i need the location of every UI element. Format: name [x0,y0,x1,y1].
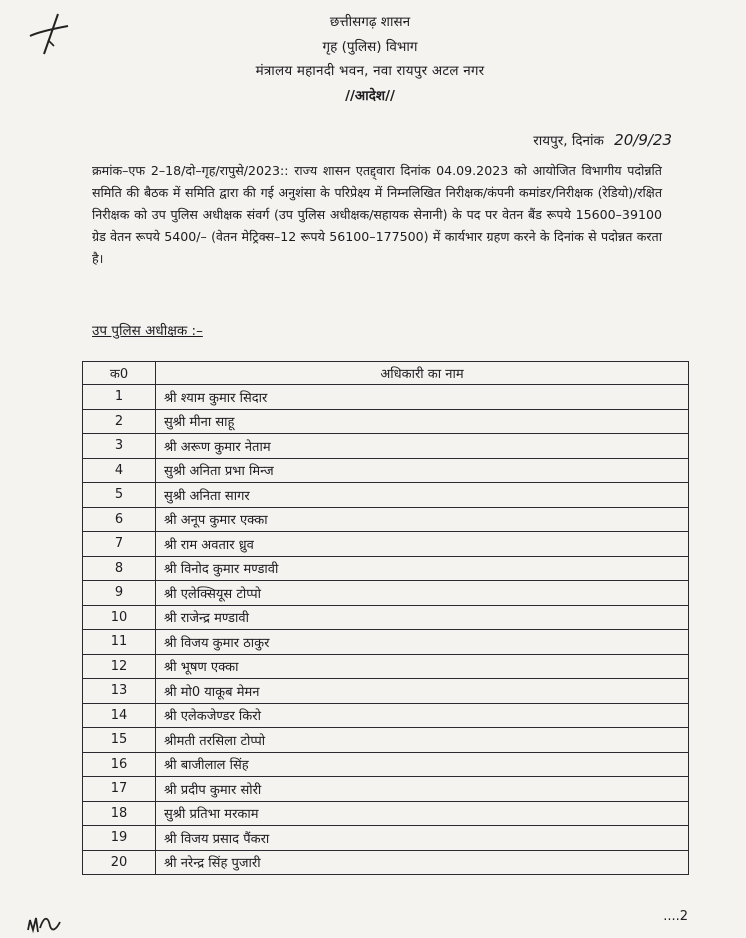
handwritten-mark [24,10,74,56]
order-paragraph: क्रमांक–एफ 2–18/दो–गृह/रापुसे/2023:: राज्य शासन एतद्द्वारा दिनांक 04.09.2023 को आयोजित विभागीय पदोन्नति समिति की बैठक में समिति द्वारा की गई अनुशंसा के परिप्रेक्ष्य में निम्नलिखित निरीक्षक/कंपनी कमांडर/निरीक्षक (रेडियो)/रक्षित निरीक्षक को उप पुलिस अधीक्षक संवर्ग (उप पुलिस अधीक्षक/सहायक सेनानी) के पद पर वेतन बैंड रूपये 15600–39100 ग्रेड वेतन रूपये 5400/– (वेतन मेट्रिक्स–12 रूपये 56100–177500) में कार्यभार ग्रहण करने के दिनांक से पदोन्नत करता है। [92,163,662,266]
column-header-name: अधिकारी का नाम [156,362,689,385]
officer-name: श्री अरूण कुमार नेताम [156,434,689,459]
officer-name: श्री राम अवतार ध्रुव [156,532,689,557]
table-row [83,752,689,777]
serial-number: 8 [83,556,156,581]
officer-name: श्री विजय कुमार ठाकुर [156,630,689,655]
handwritten-initials [24,908,68,936]
serial-number: 5 [83,483,156,508]
table-row [83,679,689,704]
serial-number: 18 [83,801,156,826]
table-row [83,409,689,434]
table-row [83,801,689,826]
serial-number: 20 [83,850,156,875]
table-row [83,507,689,532]
table-row [83,850,689,875]
officer-name: श्री श्याम कुमार सिदार [156,385,689,410]
column-header-serial: क0 [83,362,156,385]
officer-name: श्री मो0 याकूब मेमन [156,679,689,704]
order-title: //आदेश// [345,88,395,104]
table-row [83,532,689,557]
serial-number: 12 [83,654,156,679]
serial-number: 13 [83,679,156,704]
officer-name: श्री राजेन्द्र मण्डावी [156,605,689,630]
officer-name: श्री प्रदीप कुमार सोरी [156,777,689,802]
officer-name: सुश्री अनिता प्रभा मिन्ज [156,458,689,483]
table-row [83,703,689,728]
serial-number: 3 [83,434,156,459]
officer-table-body [83,385,689,875]
officer-name: श्री अनूप कुमार एक्का [156,507,689,532]
date-label: रायपुर, दिनांक [533,133,604,149]
table-row [83,385,689,410]
serial-number: 19 [83,826,156,851]
table-row [83,630,689,655]
table-row [83,777,689,802]
officer-name: श्री भूषण एक्का [156,654,689,679]
officer-name: श्री नरेन्द्र सिंह पुजारी [156,850,689,875]
officer-table [82,361,689,875]
officer-name: श्री एलेकजेण्डर किरो [156,703,689,728]
govt-name: छत्तीसगढ़ शासन [329,14,411,30]
officer-name: श्री विजय प्रसाद पैंकरा [156,826,689,851]
officer-name: सुश्री प्रतिभा मरकाम [156,801,689,826]
ministry-address: मंत्रालय महानदी भवन, नवा रायपुर अटल नगर [255,63,485,79]
serial-number: 9 [83,581,156,606]
officer-name: सुश्री मीना साहू [156,409,689,434]
serial-number: 15 [83,728,156,753]
date-value: 20/9/23 [614,131,672,149]
serial-number: 4 [83,458,156,483]
serial-number: 10 [83,605,156,630]
serial-number: 6 [83,507,156,532]
table-row [83,605,689,630]
table-row [83,483,689,508]
serial-number: 2 [83,409,156,434]
serial-number: 17 [83,777,156,802]
department-name: गृह (पुलिस) विभाग [322,39,418,55]
serial-number: 11 [83,630,156,655]
table-row [83,556,689,581]
serial-number: 1 [83,385,156,410]
table-header-row [83,362,689,385]
section-heading: उप पुलिस अधीक्षक :– [92,323,203,339]
table-row [83,728,689,753]
table-row [83,654,689,679]
table-row [83,581,689,606]
officer-name: श्री बाजीलाल सिंह [156,752,689,777]
page-continuation-marker: ....2 [663,909,688,924]
officer-name: सुश्री अनिता सागर [156,483,689,508]
table-row [83,434,689,459]
serial-number: 14 [83,703,156,728]
date-line [533,131,672,149]
officer-name: श्रीमती तरसिला टोप्पो [156,728,689,753]
officer-name: श्री विनोद कुमार मण्डावी [156,556,689,581]
serial-number: 7 [83,532,156,557]
table-row [83,458,689,483]
table-row [83,826,689,851]
officer-name: श्री एलेक्सियूस टोप्पो [156,581,689,606]
serial-number: 16 [83,752,156,777]
